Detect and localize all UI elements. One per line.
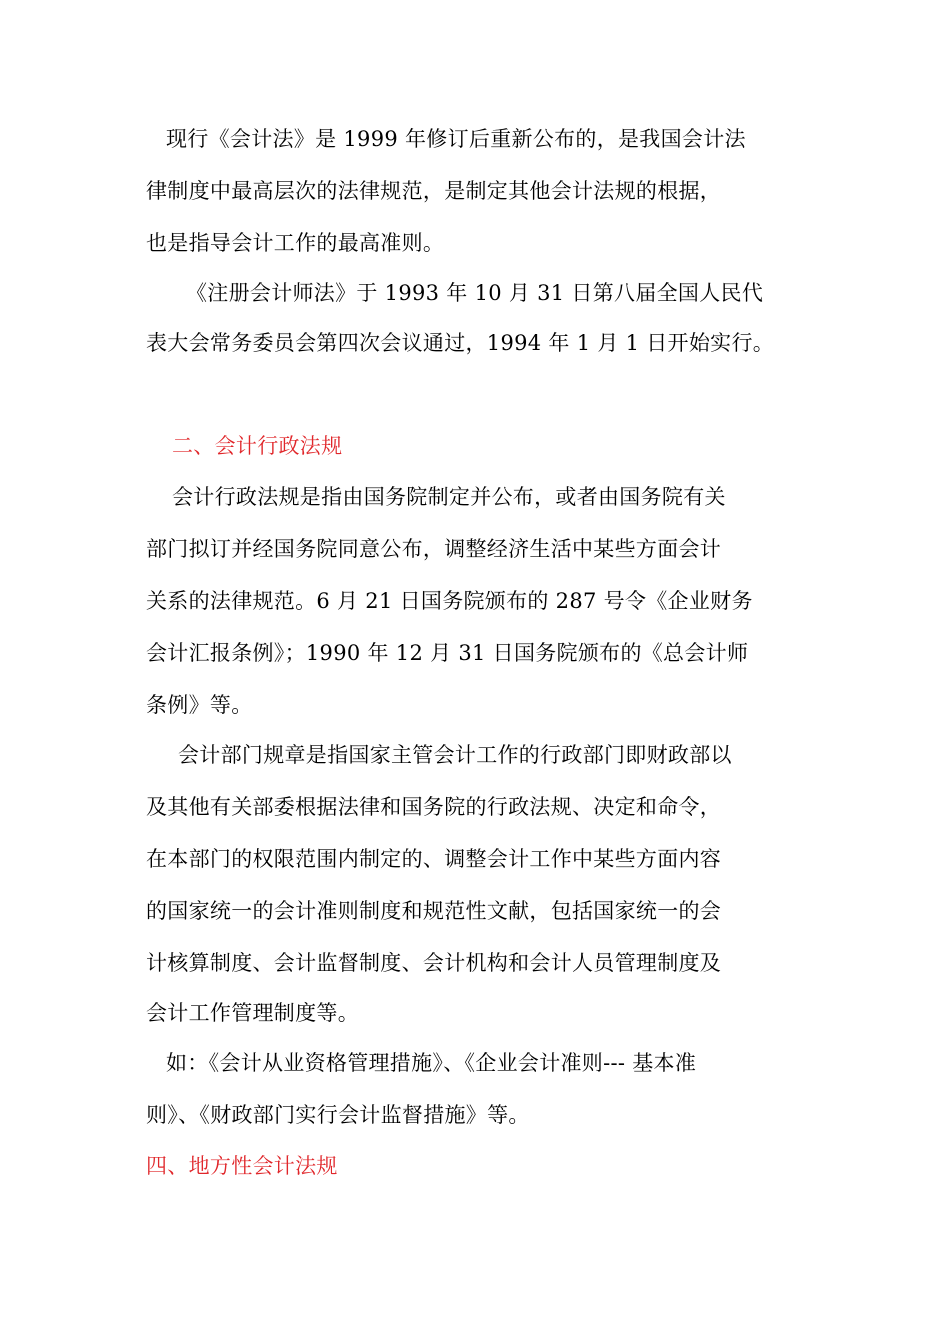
text-line: 条例》等。 <box>146 693 253 717</box>
text-line: 《注册会计师法》于 1993 年 10 月 31 日第八届全国人民代 <box>186 281 764 305</box>
text-line: 部门拟订并经国务院同意公布，调整经济生活中某些方面会计 <box>146 537 722 561</box>
text-line: 计核算制度、会计监督制度、会计机构和会计人员管理制度及 <box>146 951 722 975</box>
text-line: 律制度中最高层次的法律规范，是制定其他会计法规的根据， <box>146 179 722 203</box>
text-line: 及其他有关部委根据法律和国务院的行政法规、决定和命令， <box>146 795 722 819</box>
text-line: 如：《会计从业资格管理措施》、《企业会计准则--- 基本准 <box>166 1051 697 1075</box>
text-line: 则》、《财政部门实行会计监督措施》等。 <box>146 1103 530 1127</box>
text-line: 关系的法律规范。6 月 21 日国务院颁布的 287 号令《企业财务 <box>146 589 753 613</box>
text-line: 表大会常务委员会第四次会议通过，1994 年 1 月 1 日开始实行。 <box>146 331 775 355</box>
section-heading-administrative-regulations: 二、会计行政法规 <box>172 434 343 458</box>
text-line: 会计行政法规是指由国务院制定并公布，或者由国务院有关 <box>172 485 726 509</box>
text-line: 会计部门规章是指国家主管会计工作的行政部门即财政部以 <box>178 743 732 767</box>
text-line: 也是指导会计工作的最高准则。 <box>146 231 445 255</box>
section-heading-local-regulations: 四、地方性会计法规 <box>146 1154 338 1178</box>
text-line: 现行《会计法》是 1999 年修订后重新公布的，是我国会计法 <box>166 127 746 151</box>
text-line: 在本部门的权限范围内制定的、调整会计工作中某些方面内容 <box>146 847 722 871</box>
text-line: 会计工作管理制度等。 <box>146 1001 359 1025</box>
text-line: 的国家统一的会计准则制度和规范性文献，包括国家统一的会 <box>146 899 722 923</box>
text-line: 会计汇报条例》；1990 年 12 月 31 日国务院颁布的《总会计师 <box>146 641 749 665</box>
